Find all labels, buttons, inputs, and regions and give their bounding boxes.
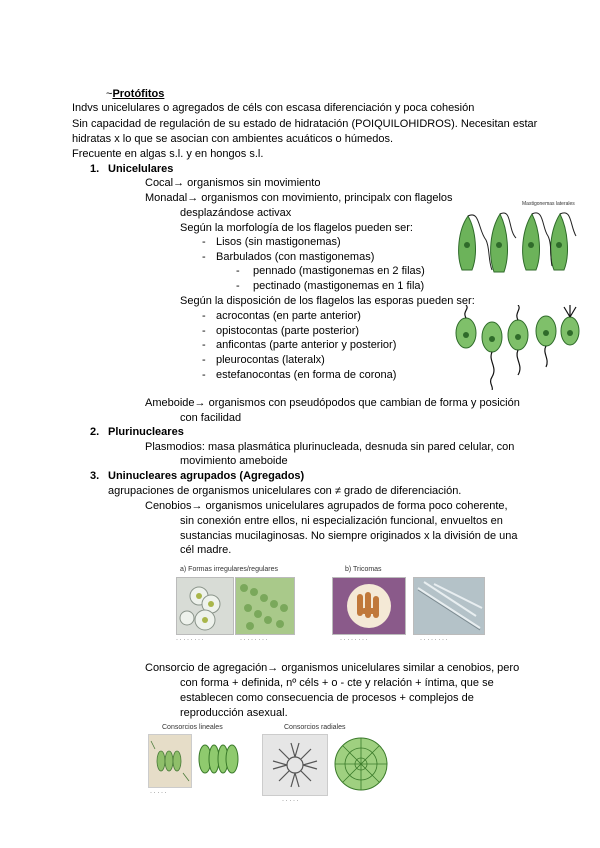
acrocontas-item: acrocontas (en parte anterior) bbox=[216, 310, 361, 322]
tricoma-photo-2-drawing bbox=[414, 578, 484, 634]
disp-dash: - bbox=[202, 339, 206, 351]
monadal-line-1: Monadal→ organismos con movimiento, principalx con flagelos bbox=[145, 192, 453, 204]
monadal-line-2: desplazándose activax bbox=[180, 207, 292, 219]
flagelados-drawing bbox=[452, 200, 582, 280]
caption-smudge: · · · · · · · · bbox=[176, 637, 204, 643]
consorcio-radial-photo-2-drawing bbox=[333, 734, 389, 794]
morfologia-intro: Según la morfología de los flagelos pueden ser: bbox=[180, 222, 413, 234]
flagelados-illustration bbox=[452, 200, 582, 280]
consorcio-lineal-photo-1-drawing bbox=[149, 735, 191, 787]
caption-smudge: · · · · · · · · bbox=[340, 637, 368, 643]
esporas-drawing bbox=[452, 305, 582, 390]
caption-smudge: · · · · · · · · bbox=[420, 637, 448, 643]
section-1-number: 1. bbox=[90, 163, 100, 175]
consorcio-line-1: Consorcio de agregación→ organismos unicelulares similar a cenobios, pero bbox=[145, 662, 520, 674]
estefanocontas-item: estefanocontas (en forma de corona) bbox=[216, 369, 397, 381]
consorcio-line-2: con forma + definida, nº céls + o - cte y relación + íntima, que se bbox=[180, 677, 494, 689]
anficontas-item: anficontas (parte anterior y posterior) bbox=[216, 339, 397, 351]
intro-line-2: Sin capacidad de regulación de su estado de hidratación (POIQUILOHIDROS). Necesitan estar bbox=[72, 118, 538, 130]
esporas-illustration bbox=[452, 305, 582, 390]
ameboide-line-2: con facilidad bbox=[180, 412, 242, 424]
barbulados-item: Barbulados (con mastigonemas) bbox=[216, 251, 375, 263]
page-title: ~Protófitos bbox=[106, 88, 165, 100]
consorcio-lineal-photo-2-drawing bbox=[196, 737, 242, 781]
consorcio-lineal-photo-2 bbox=[196, 737, 242, 781]
lisos-dash: - bbox=[202, 236, 206, 248]
cenobios-label-a: a) Formas irregulares/regulares bbox=[180, 566, 279, 573]
cenobio-photo-2 bbox=[235, 577, 295, 635]
tricoma-photo-2 bbox=[413, 577, 485, 635]
agrupaciones-line: agrupaciones de organismos unicelulares con ≠ grado de diferenciación. bbox=[108, 485, 462, 497]
intro-line-4: Frecuente en algas s.l. y en hongos s.l. bbox=[72, 148, 264, 160]
consorcio-label-b: Consorcios radiales bbox=[284, 724, 346, 731]
plasmodios-line-1: Plasmodios: masa plasmática plurinucleada, desnuda sin pared celular, con bbox=[145, 441, 515, 453]
cenobios-line-3: sustancias mucilaginosas. No siempre originados x la división de una bbox=[180, 530, 518, 542]
ameboide-line-1: Ameboide→ organismos con pseudópodos que cambian de forma y posición bbox=[145, 397, 520, 409]
caption-smudge: · · · · · · · · bbox=[240, 637, 268, 643]
intro-line-1: Indvs unicelulares o agregados de céls con escasa diferenciación y poca cohesión bbox=[72, 102, 475, 114]
lisos-item: Lisos (sin mastigonemas) bbox=[216, 236, 341, 248]
cenobios-line-2: sin conexión entre ellos, ni especialización funcional, envueltos en bbox=[180, 515, 503, 527]
cenobios-label-b: b) Tricomas bbox=[345, 566, 382, 573]
consorcio-lineal-photo-1 bbox=[148, 734, 192, 788]
flagella-figure-label: Mastigonemas laterales bbox=[522, 201, 575, 207]
pennado-dash: - bbox=[236, 265, 240, 277]
caption-smudge: · · · · · bbox=[282, 798, 299, 804]
disp-dash: - bbox=[202, 325, 206, 337]
plasmodios-line-2: movimiento ameboide bbox=[180, 455, 288, 467]
cenobios-line-4: cél madre. bbox=[180, 544, 232, 556]
section-3-heading: Uninucleares agrupados (Agregados) bbox=[108, 470, 305, 482]
barbulados-dash: - bbox=[202, 251, 206, 263]
consorcio-radial-photo-1 bbox=[262, 734, 328, 796]
consorcio-radial-photo-1-drawing bbox=[263, 735, 327, 795]
consorcio-line-3: establecen como consecuencia de procesos + complejos de bbox=[180, 692, 474, 704]
cenobio-photo-1 bbox=[176, 577, 234, 635]
disp-dash: - bbox=[202, 310, 206, 322]
cenobios-line-1: Cenobios→ organismos unicelulares agrupados de forma poco coherente, bbox=[145, 500, 508, 512]
section-2-number: 2. bbox=[90, 426, 100, 438]
pectinado-item: pectinado (mastigonemas en 1 fila) bbox=[253, 280, 425, 292]
section-2-heading: Plurinucleares bbox=[108, 426, 184, 438]
consorcio-line-4: reproducción asexual. bbox=[180, 707, 288, 719]
consorcio-label-a: Consorcios lineales bbox=[162, 724, 223, 731]
opistocontas-item: opistocontas (parte posterior) bbox=[216, 325, 360, 337]
caption-smudge: · · · · · bbox=[150, 790, 167, 796]
pectinado-dash: - bbox=[236, 280, 240, 292]
tricoma-photo-1 bbox=[332, 577, 406, 635]
section-1-heading: Unicelulares bbox=[108, 163, 174, 175]
disp-dash: - bbox=[202, 354, 206, 366]
cenobio-photo-2-drawing bbox=[236, 578, 294, 634]
consorcio-radial-photo-2 bbox=[333, 734, 389, 794]
tricoma-photo-1-drawing bbox=[333, 578, 405, 634]
pleurocontas-item: pleurocontas (lateralx) bbox=[216, 354, 325, 366]
section-3-number: 3. bbox=[90, 470, 100, 482]
pennado-item: pennado (mastigonemas en 2 filas) bbox=[253, 265, 425, 277]
disp-dash: - bbox=[202, 369, 206, 381]
cenobio-photo-1-drawing bbox=[177, 578, 233, 634]
intro-line-3: hidratas x lo que se asocian con ambientes acuáticos o húmedos. bbox=[72, 133, 394, 145]
disposicion-intro: Según la disposición de los flagelos las esporas pueden ser: bbox=[180, 295, 475, 307]
cocal-line: Cocal→ organismos sin movimiento bbox=[145, 177, 321, 189]
